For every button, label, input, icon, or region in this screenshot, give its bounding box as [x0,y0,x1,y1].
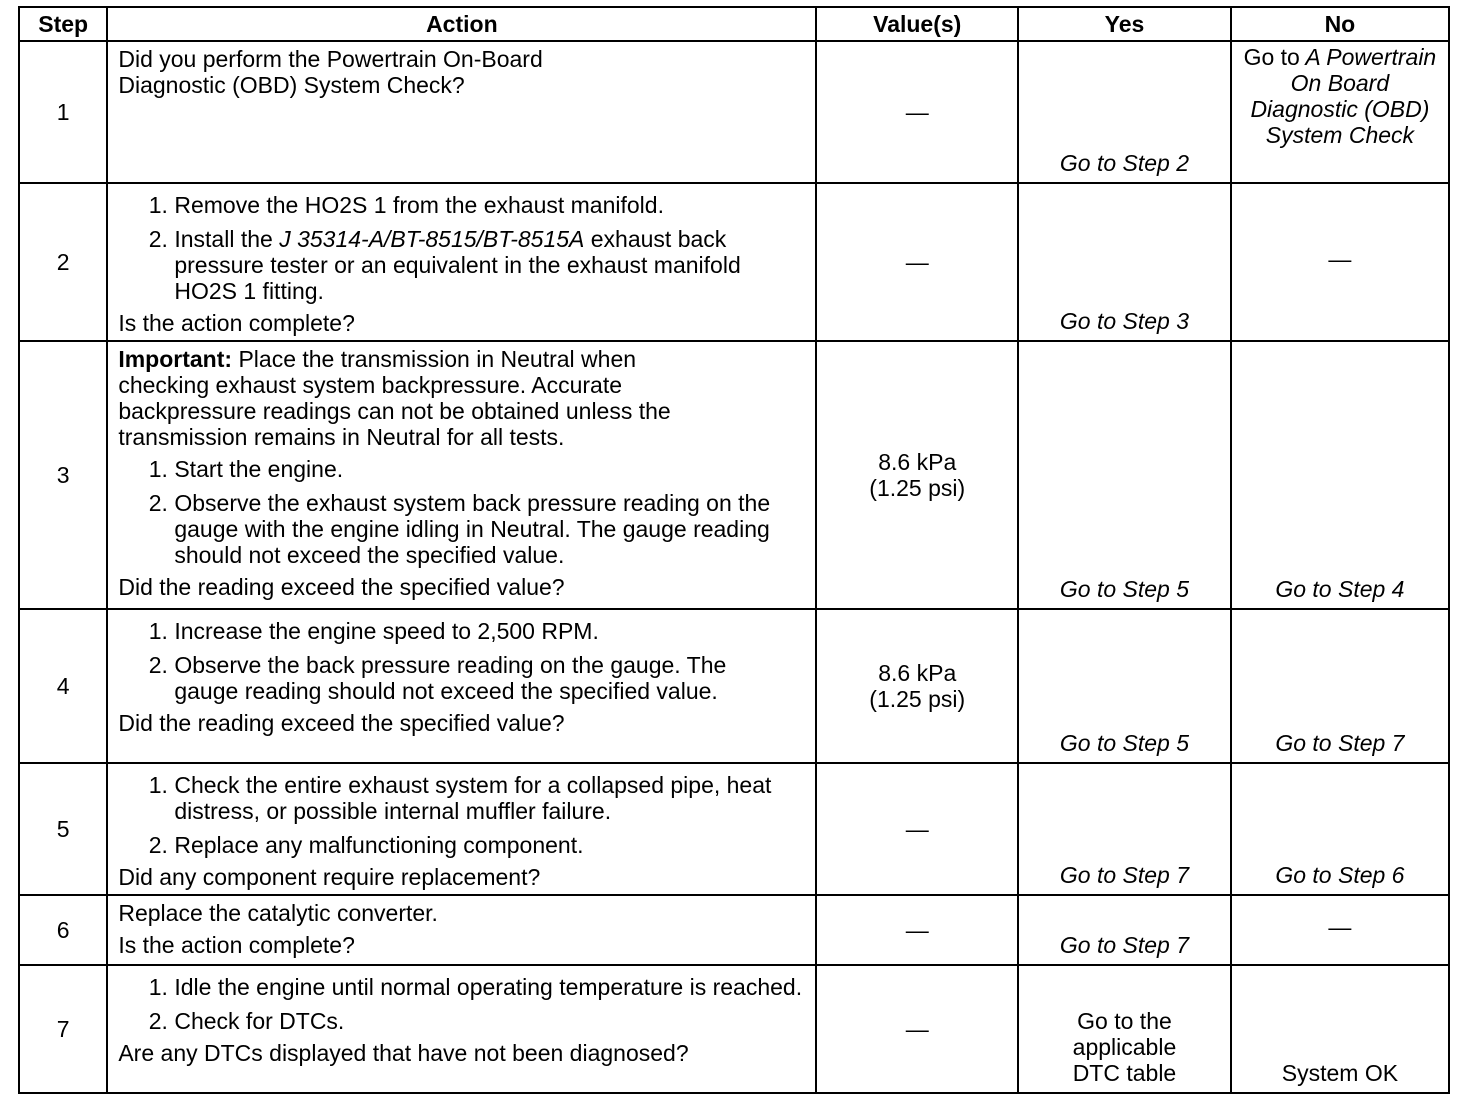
value-cell: — [816,895,1018,965]
important-note: Important: Place the transmission in Neutral when checking exhaust system backpressure. Accurate backpressure readings can not be obtained unless the transmission remains in Neutral for all tests. [118,346,671,450]
question: Are any DTCs displayed that have not been diagnosed? [118,1040,689,1066]
step-number: 6 [19,895,107,965]
table-row-step-2 [19,183,1449,341]
table-row-step-7 [19,965,1449,1093]
header-values: Value(s) [816,7,1018,41]
action-item: 1. Check the entire exhaust system for a collapsed pipe, heat distress, or possible internal muffler failure. [174,772,805,824]
table-row-step-1 [19,41,1449,183]
yes-cell: Go to Step 2 [1018,41,1231,183]
action-cell [107,183,816,341]
action-list [118,772,805,858]
value-cell: — [816,965,1018,1093]
value-cell [816,609,1018,763]
question: Is the action complete? [118,932,355,958]
table-row-step-5 [19,763,1449,895]
action-item: 2. Replace any malfunctioning component. [174,832,805,858]
value-kpa: 8.6 kPa [878,660,957,686]
question: Is the action complete? [118,310,355,336]
action-cell [107,965,816,1093]
tool-name: J 35314-A/BT-8515/BT-8515A [279,226,585,252]
yes-cell: Go to Step 5 [1018,341,1231,609]
no-cell: System OK [1231,965,1449,1093]
action-item: 1. Start the engine. [174,456,805,482]
no-cell: Go to Step 7 [1231,609,1449,763]
yes-cell: Go to Step 5 [1018,609,1231,763]
no-cell [1231,41,1449,183]
action-item: 2. Check for DTCs. [174,1008,805,1034]
value-cell: — [816,763,1018,895]
action-item: 1. Increase the engine speed to 2,500 RPM. [174,618,735,644]
value-kpa: 8.6 kPa [878,449,957,475]
yes-cell: Go to Step 7 [1018,895,1231,965]
header-row [19,7,1449,41]
value-psi: (1.25 psi) [869,686,966,712]
important-label: Important: [118,346,233,372]
value-cell [816,341,1018,609]
step-number: 2 [19,183,107,341]
table-row-step-4 [19,609,1449,763]
action-list [118,192,805,304]
no-cell: — [1231,895,1449,965]
yes-cell: Go to the applicable DTC table [1018,965,1231,1093]
action-list [118,974,805,1034]
step-number: 1 [19,41,107,183]
header-action: Action [107,7,816,41]
question: Did the reading exceed the specified value? [118,710,565,736]
header-yes: Yes [1018,7,1231,41]
action-cell [107,341,816,609]
table-row-step-3 [19,341,1449,609]
action-text: Replace the catalytic converter. [118,900,438,926]
step-number: 5 [19,763,107,895]
yes-cell: Go to Step 3 [1018,183,1231,341]
header-step: Step [19,7,107,41]
no-prefix: Go to [1243,44,1300,70]
action-cell [107,41,816,183]
action-list [118,618,805,704]
step-number: 7 [19,965,107,1093]
no-cell: Go to Step 6 [1231,763,1449,895]
action-cell [107,609,816,763]
no-cell: — [1231,183,1449,341]
action-cell [107,763,816,895]
action-item: 2. Observe the back pressure reading on the gauge. The gauge reading should not exceed the specified value. [174,652,735,704]
action-item: 1. Idle the engine until normal operating temperature is reached. [174,974,805,1000]
header-no: No [1231,7,1449,41]
action-item: 2. Install the J 35314-A/BT-8515/BT-8515A exhaust back pressure tester or an equivalent in the exhaust manifold HO2S 1 fitting. [174,226,805,304]
action-item: 2. Observe the exhaust system back pressure reading on the gauge with the engine idling in Neutral. The gauge reading should not exceed the specified value. [174,490,805,568]
question: Did any component require replacement? [118,864,541,890]
diagnostic-table [18,6,1450,1094]
no-link: A Powertrain On Board Diagnostic (OBD) System Check [1250,44,1437,148]
yes-cell: Go to Step 7 [1018,763,1231,895]
action-item: 1. Remove the HO2S 1 from the exhaust manifold. [174,192,805,218]
value-cell: — [816,183,1018,341]
action-list [118,456,805,568]
value-psi: (1.25 psi) [869,475,966,501]
value-cell: — [816,41,1018,183]
action-text: Did you perform the Powertrain On-Board Diagnostic (OBD) System Check? [118,46,543,98]
no-cell: Go to Step 4 [1231,341,1449,609]
table-row-step-6 [19,895,1449,965]
question: Did the reading exceed the specified value? [118,574,565,600]
step-number: 3 [19,341,107,609]
step-number: 4 [19,609,107,763]
action-cell [107,895,816,965]
